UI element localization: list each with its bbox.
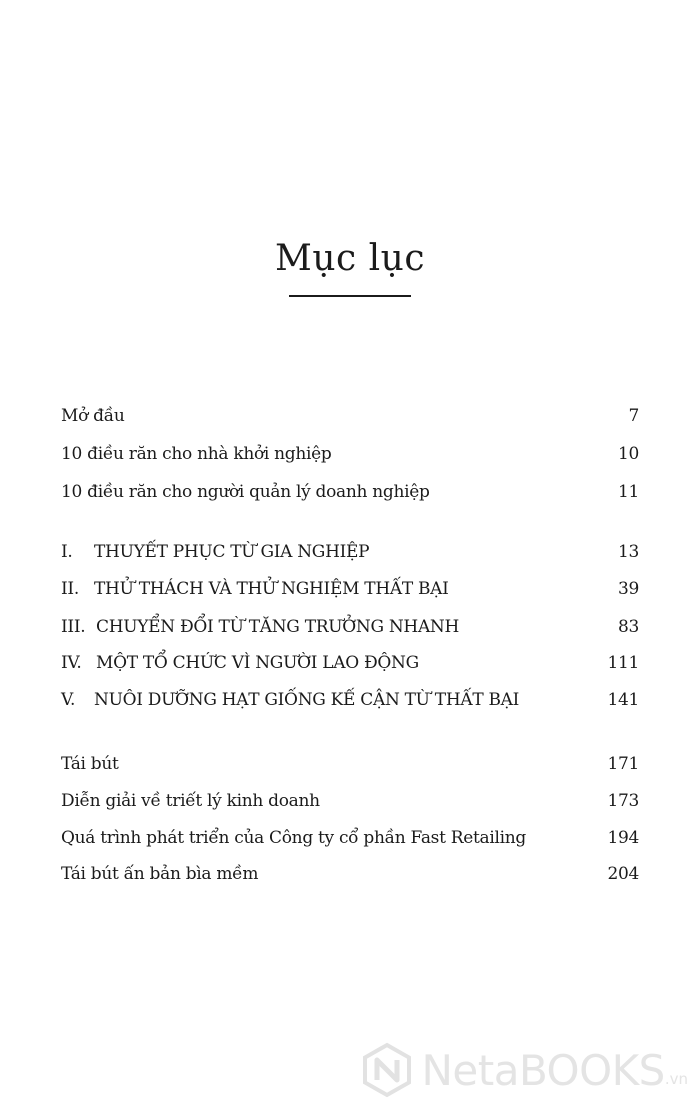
toc-entry-chapter-2[interactable]	[61, 577, 639, 601]
toc-entry-page: 83	[617, 617, 639, 637]
toc-entry-page: 111	[607, 653, 639, 673]
toc-entry-label: 10 điều răn cho nhà khởi nghiệp	[61, 444, 332, 464]
watermark	[359, 1040, 688, 1100]
chapter-number: V.	[61, 690, 76, 710]
toc-entry-label: Quá trình phát triển của Công ty cổ phần Fast Retailing	[61, 828, 526, 848]
toc-entry-page: 204	[607, 864, 639, 884]
toc-entry-label: Tái bút	[61, 754, 119, 774]
chapter-number: III.	[61, 617, 86, 637]
toc-entry-10-dieu-ran-khoi-nghiep[interactable]	[61, 442, 639, 466]
chapter-number: II.	[61, 579, 79, 599]
toc-entry-dien-giai[interactable]	[61, 789, 639, 813]
toc-entry-page: 171	[607, 754, 639, 774]
toc-entry-page: 11	[617, 482, 639, 502]
toc-entry-label: NUÔI DƯỠNG HẠT GIỐNG KẾ CẬN TỪ THẤT BẠI	[94, 690, 520, 710]
chapter-number: I.	[61, 542, 73, 562]
watermark-domain: .vn	[664, 1070, 688, 1088]
toc-entry-page: 173	[607, 791, 639, 811]
toc-entry-mo-dau[interactable]	[61, 404, 639, 428]
netabooks-logo-icon	[359, 1042, 415, 1098]
toc-entry-page: 13	[617, 542, 639, 562]
toc-entry-label: THUYẾT PHỤC TỪ GIA NGHIỆP	[94, 542, 370, 562]
toc-entry-page: 194	[607, 828, 639, 848]
toc-entry-tai-but-an-ban[interactable]	[61, 862, 639, 886]
toc-entry-label: MỘT TỔ CHỨC VÌ NGƯỜI LAO ĐỘNG	[96, 653, 419, 673]
toc-entry-label: THỬ THÁCH VÀ THỬ NGHIỆM THẤT BẠI	[94, 579, 449, 599]
toc-entry-chapter-4[interactable]	[61, 651, 639, 675]
toc-entry-label: Tái bút ấn bản bìa mềm	[61, 864, 259, 884]
toc-entry-page: 7	[628, 406, 639, 426]
toc-entry-chapter-5[interactable]	[61, 688, 639, 712]
page-title: Mục lục	[274, 238, 425, 279]
toc-entry-page: 141	[607, 690, 639, 710]
toc-entry-label: Diễn giải về triết lý kinh doanh	[61, 791, 320, 811]
toc-entry-chapter-3[interactable]	[61, 615, 639, 639]
title-underline	[289, 295, 411, 297]
toc-entry-qua-trinh-phat-trien[interactable]	[61, 826, 639, 850]
toc-entry-page: 10	[617, 444, 639, 464]
toc-entry-label: CHUYỂN ĐỔI TỪ TĂNG TRƯỞNG NHANH	[96, 617, 460, 637]
watermark-brand: NetaBOOKS	[421, 1045, 665, 1095]
toc-entry-tai-but[interactable]	[61, 752, 639, 776]
toc-entry-page: 39	[617, 579, 639, 599]
toc-entry-chapter-1[interactable]	[61, 540, 639, 564]
toc-entry-10-dieu-ran-quan-ly[interactable]	[61, 480, 639, 504]
toc-entry-label: Mở đầu	[61, 406, 125, 426]
toc-entry-label: 10 điều răn cho người quản lý doanh nghiệp	[61, 482, 430, 502]
chapter-number: IV.	[61, 653, 82, 673]
